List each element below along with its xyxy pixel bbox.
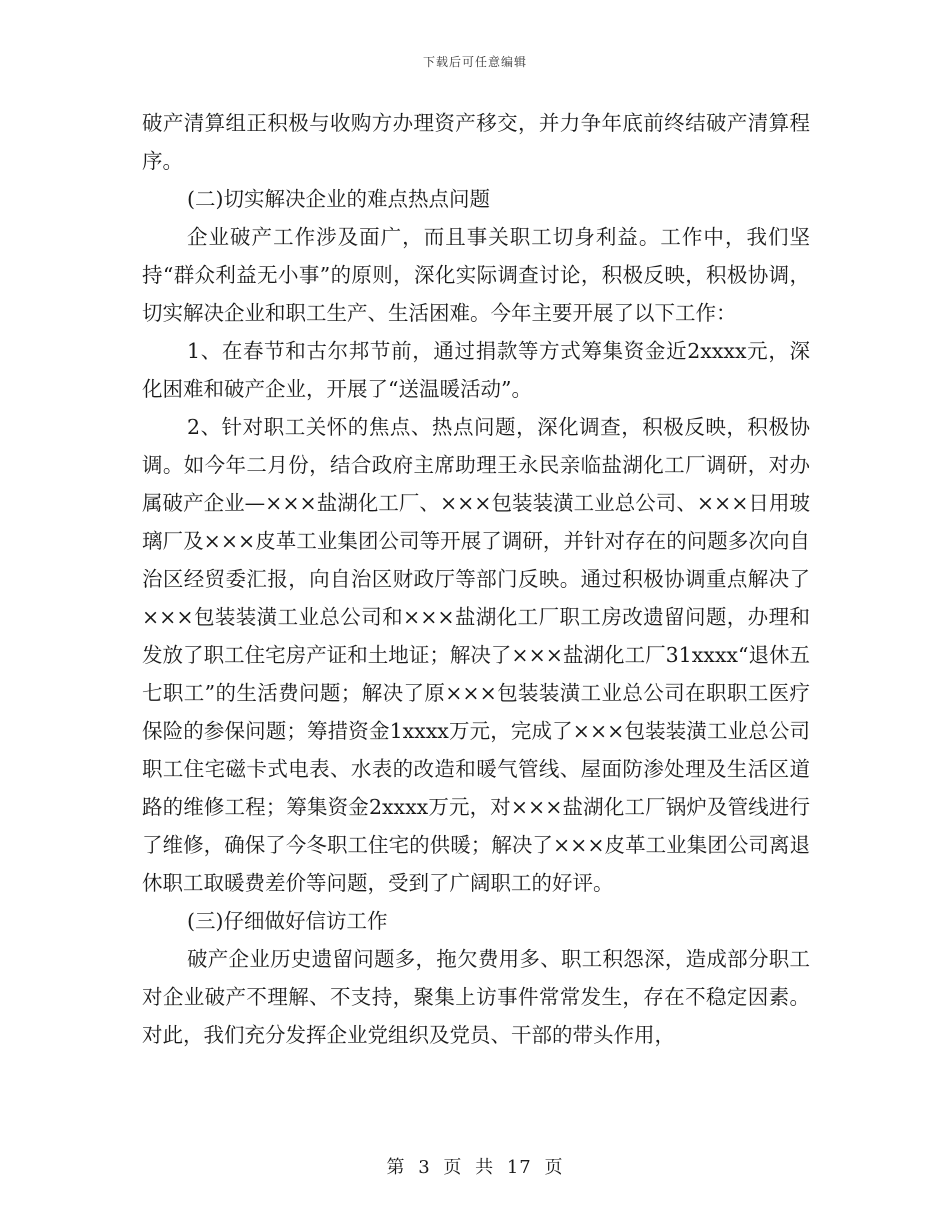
paragraph-item-1: 1、在春节和古尔邦节前，通过捐款等方式筹集资金近2xxxx元，深化困难和破产企业，开展了“送温暖活动”。 — [142, 339, 810, 401]
section-heading-3: (三)仔细做好信访工作 — [187, 909, 388, 933]
page-header: 下载后可任意编辑 — [422, 55, 527, 69]
paragraph-item-2: 2、针对职工关怀的焦点、热点问题，深化调查，积极反映，积极协调。如今年二月份，结合政府主席助理王永民亲临盐湖化工厂调研，对办属破产企业—×××盐湖化工厂、×××包装装潢工业总公司、×××日用玻璃厂及×××皮革工业集团公司等开展了调研，并针对存在的问题多次向自治区经贸委汇报，向自治区财政厅等部门反映。通过积极协调重点解决了×××包装装潢工业总公司和×××盐湖化工厂职工房改遗留问题，办理和发放了职工住宅房产证和土地证；解决了×××盐湖化工厂31xxxx“退休五七职工”的生活费问题；解决了原×××包装装潢工业总公司在职职工医疗保险的参保问题；筹措资金1xxxx万元，完成了×××包装装潢工业总公司职工住宅磁卡式电表、水表的改造和暖气管线、屋面防渗处理及生活区道路的维修工程；筹集资金2xxxx万元，对×××盐湖化工厂锅炉及管线进行了维修，确保了今冬职工住宅的供暖；解决了×××皮革工业集团公司离退休职工取暖费差价等问题，受到了广阔职工的好评。 — [142, 415, 810, 895]
paragraph-petition: 破产企业历史遗留问题多，拖欠费用多、职工积怨深，造成部分职工对企业破产不理解、不支持，聚集上访事件常常发生，存在不稳定因素。对此，我们充分发挥企业党组织及党员、干部的带头作用， — [142, 947, 810, 1047]
page-number: 第 3 页 共 17 页 — [386, 1157, 564, 1178]
section-heading-2: (二)切实解决企业的难点热点问题 — [187, 187, 490, 211]
document-body — [142, 104, 810, 1054]
paragraph-continuation: 破产清算组正积极与收购方办理资产移交，并力争年底前终结破产清算程序。 — [142, 111, 810, 173]
paragraph-intro: 企业破产工作涉及面广，而且事关职工切身利益。工作中，我们坚持“群众利益无小事”的原则，深化实际调查讨论，积极反映，积极协调，切实解决企业和职工生产、生活困难。今年主要开展了以下工作： — [142, 225, 810, 325]
